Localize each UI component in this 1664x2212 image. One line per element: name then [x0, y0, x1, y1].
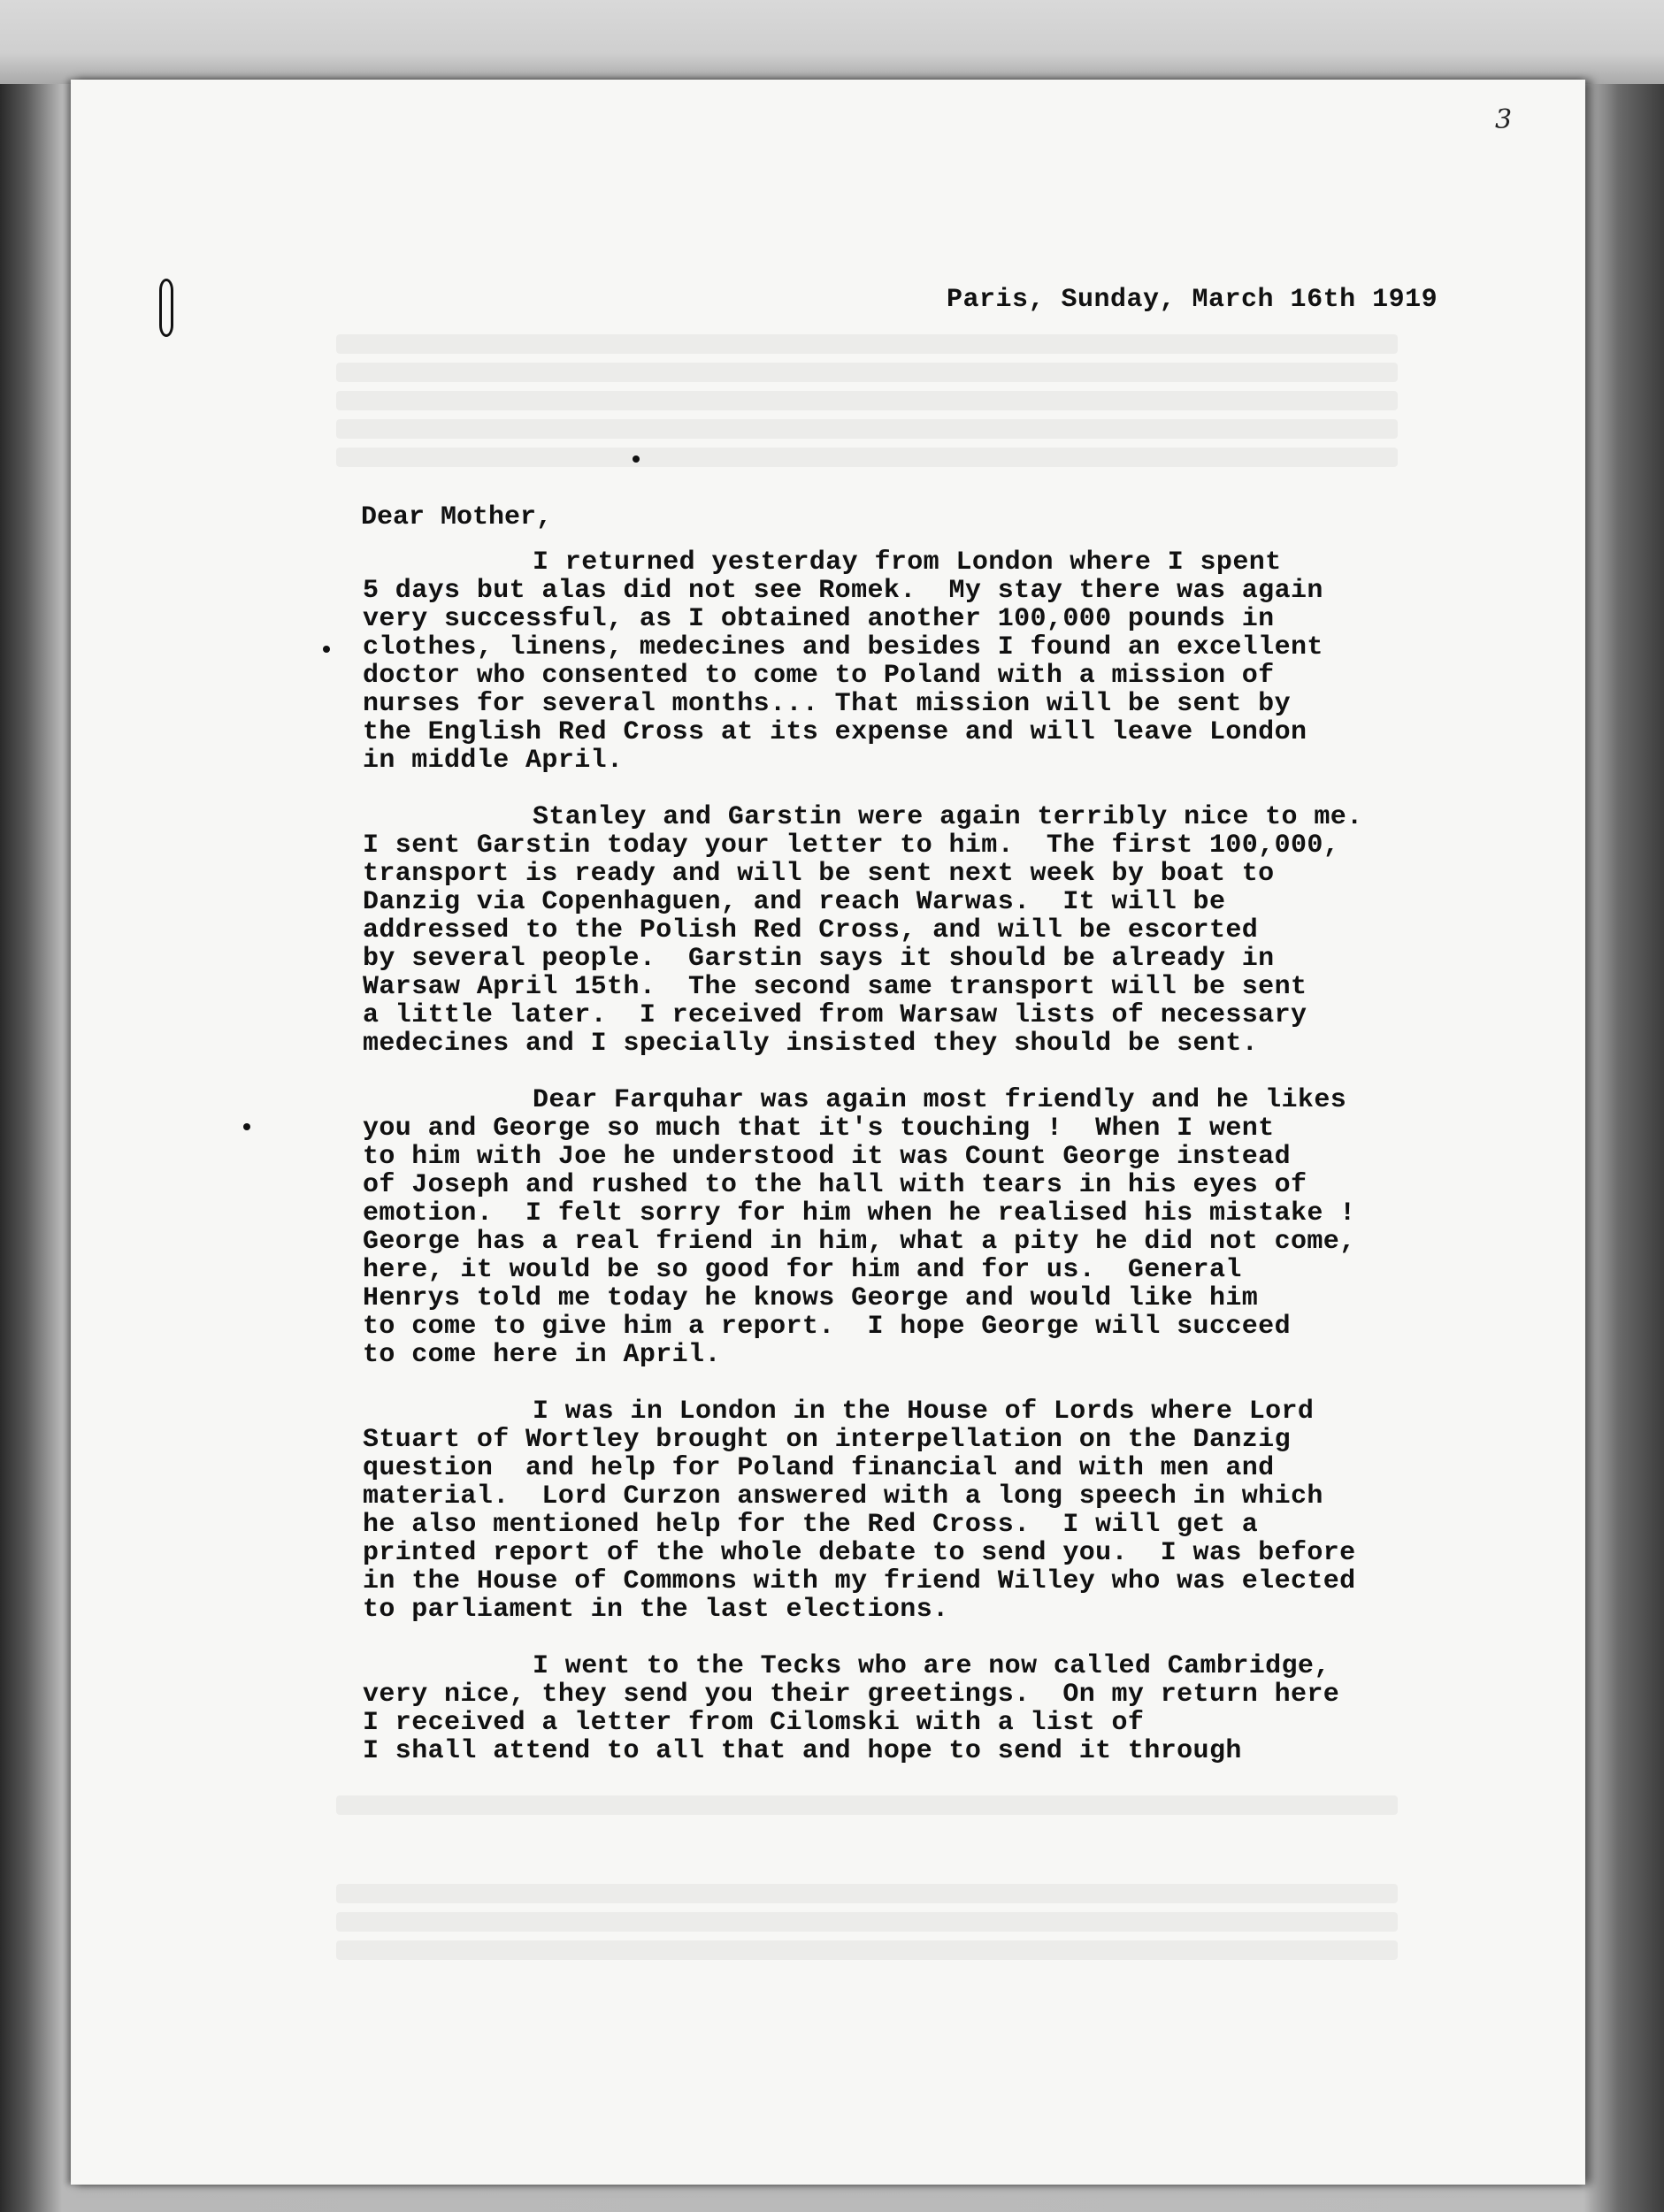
text-line: I shall attend to all that and hope to send it through: [363, 1736, 1242, 1766]
text-line: nurses for several months... That mission will be sent by: [363, 689, 1291, 719]
letter-body: [363, 548, 1539, 1794]
text-line: Dear Farquhar was again most friendly and he likes: [533, 1085, 1347, 1115]
margin-pencil-mark: [159, 279, 173, 337]
paragraph-5: [363, 1652, 1539, 1765]
bleed-through-line: [336, 448, 1398, 467]
text-line: to come to give him a report. I hope George will succeed: [363, 1312, 1291, 1342]
paragraph-3: [363, 1086, 1539, 1369]
ink-speck: [323, 646, 330, 653]
letter-page: [71, 80, 1585, 2185]
text-line: Henrys told me today he knows George and would like him: [363, 1283, 1259, 1313]
text-line: printed report of the whole debate to send you. I was before: [363, 1538, 1356, 1568]
text-line: Warsaw April 15th. The second same transport will be sent: [363, 972, 1307, 1002]
letter-date: Paris, Sunday, March 16th 1919: [947, 285, 1438, 315]
text-line: medecines and I specially insisted they should be sent.: [363, 1029, 1259, 1059]
ink-speck: [243, 1123, 250, 1130]
text-line: a little later. I received from Warsaw lists of necessary: [363, 1000, 1307, 1030]
bleed-through-line: [336, 1940, 1398, 1960]
text-line: in the House of Commons with my friend Willey who was elected: [363, 1566, 1356, 1596]
page-number: 3: [1495, 104, 1513, 135]
text-line: by several people. Garstin says it should be already in: [363, 944, 1275, 974]
text-line: clothes, linens, medecines and besides I found an excellent: [363, 632, 1323, 662]
text-line: I went to the Tecks who are now called Cambridge,: [533, 1651, 1330, 1681]
paragraph-1: [363, 548, 1539, 775]
text-line: transport is ready and will be sent next week by boat to: [363, 859, 1275, 889]
paragraph-2: [363, 803, 1539, 1058]
text-line: to him with Joe he understood it was Count George instead: [363, 1142, 1291, 1172]
text-line: 5 days but alas did not see Romek. My stay there was again: [363, 576, 1323, 606]
ink-speck: [633, 455, 640, 463]
text-line: doctor who consented to come to Poland with a mission of: [363, 661, 1275, 691]
text-line: material. Lord Curzon answered with a long speech in which: [363, 1481, 1323, 1512]
text-line: to come here in April.: [363, 1340, 721, 1370]
text-line: I returned yesterday from London where I spent: [533, 547, 1282, 578]
text-line: very successful, as I obtained another 100,000 pounds in: [363, 604, 1275, 634]
text-line: addressed to the Polish Red Cross, and will be escorted: [363, 915, 1259, 945]
text-line: I was in London in the House of Lords where Lord: [533, 1397, 1315, 1427]
bleed-through-line: [336, 419, 1398, 439]
text-line: Stuart of Wortley brought on interpellation on the Danzig: [363, 1425, 1291, 1455]
bleed-through-line: [336, 1795, 1398, 1815]
text-line: in middle April.: [363, 746, 624, 776]
text-line: here, it would be so good for him and for us. General: [363, 1255, 1242, 1285]
scan-top-edge: [0, 0, 1664, 84]
text-line: Danzig via Copenhaguen, and reach Warwas. It will be: [363, 887, 1226, 917]
text-line: of Joseph and rushed to the hall with tears in his eyes of: [363, 1170, 1307, 1200]
salutation: Dear Mother,: [361, 502, 553, 532]
bleed-through-line: [336, 391, 1398, 410]
bleed-through-line: [336, 1912, 1398, 1932]
text-line: he also mentioned help for the Red Cross. I will get a: [363, 1510, 1259, 1540]
text-line: question and help for Poland financial and with men and: [363, 1453, 1275, 1483]
bleed-through-line: [336, 334, 1398, 354]
text-line: George has a real friend in him, what a pity he did not come,: [363, 1227, 1356, 1257]
text-line: you and George so much that it's touching ! When I went: [363, 1114, 1275, 1144]
text-line: very nice, they send you their greetings. On my return here: [363, 1680, 1340, 1710]
text-line: emotion. I felt sorry for him when he realised his mistake !: [363, 1198, 1356, 1228]
bleed-through-line: [336, 363, 1398, 382]
text-line: to parliament in the last elections.: [363, 1595, 949, 1625]
text-line: I sent Garstin today your letter to him. The first 100,000,: [363, 830, 1340, 861]
text-line: I received a letter from Cilomski with a list of: [363, 1708, 1145, 1738]
paragraph-4: [363, 1397, 1539, 1624]
bleed-through-line: [336, 1884, 1398, 1903]
text-line: the English Red Cross at its expense and will leave London: [363, 717, 1307, 747]
text-line: Stanley and Garstin were again terribly nice to me.: [533, 802, 1363, 832]
